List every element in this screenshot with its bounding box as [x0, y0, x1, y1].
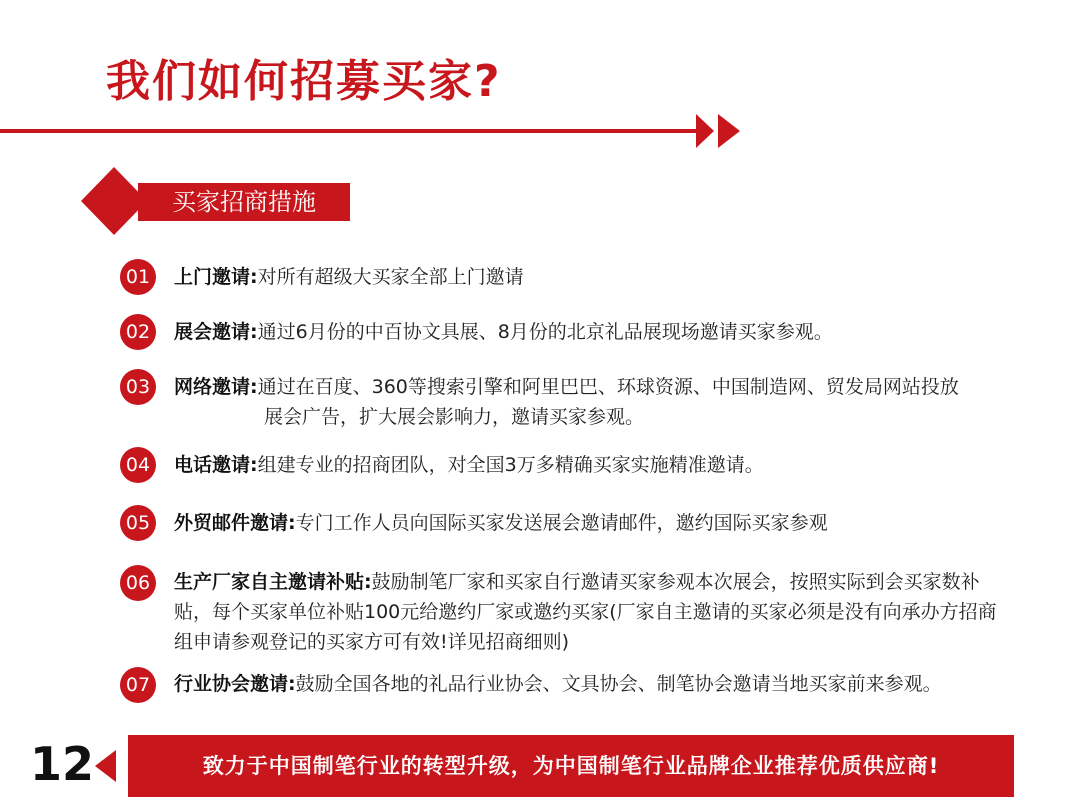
item-text — [174, 317, 1014, 347]
item-heading: 网络邀请: — [174, 376, 258, 398]
item-number-badge: 07 — [120, 667, 156, 703]
item-body: 专门工作人员向国际买家发送展会邀请邮件，邀约国际买家参观 — [295, 512, 828, 534]
item-heading: 展会邀请: — [174, 321, 258, 343]
item-body: 鼓励制笔厂家和买家自行邀请买家参观本次展会，按照实际到会买家数补贴，每个买家单位补贴100元给邀约厂家或邀约买家(厂家自主邀请的买家必须是没有向承办方招商组申请参观登记的买家方可有效!详见招商细则) — [174, 571, 997, 653]
item-text — [174, 262, 1014, 292]
item-number-badge: 01 — [120, 259, 156, 295]
item-body: 组建专业的招商团队，对全国3万多精确买家实施精准邀请。 — [257, 454, 764, 476]
item-heading: 上门邀请: — [174, 266, 258, 288]
item-heading: 生产厂家自主邀请补贴: — [174, 571, 372, 593]
item-number-badge: 06 — [120, 565, 156, 601]
item-number-badge: 05 — [120, 505, 156, 541]
item-body-continued: 展会广告，扩大展会影响力，邀请买家参观。 — [264, 406, 645, 428]
item-text — [174, 372, 1014, 432]
item-number-badge: 04 — [120, 447, 156, 483]
item-body: 通过在百度、360等搜索引擎和阿里巴巴、环球资源、中国制造网、贸发局网站投放 — [257, 376, 959, 398]
item-text — [174, 508, 1014, 538]
footer-slogan-banner: 致力于中国制笔行业的转型升级，为中国制笔行业品牌企业推荐优质供应商! — [128, 735, 1014, 797]
item-number-badge: 03 — [120, 369, 156, 405]
item-text — [174, 669, 1014, 699]
item-heading: 外贸邮件邀请: — [174, 512, 296, 534]
page-number: 12 — [30, 737, 95, 791]
item-body: 通过6月份的中百协文具展、8月份的北京礼品展现场邀请买家参观。 — [257, 321, 833, 343]
item-number-badge: 02 — [120, 314, 156, 350]
item-text — [174, 450, 1014, 480]
section-tag — [80, 165, 360, 240]
item-heading: 电话邀请: — [174, 454, 258, 476]
item-text — [174, 567, 1014, 657]
item-body: 对所有超级大买家全部上门邀请 — [257, 266, 524, 288]
item-body: 鼓励全国各地的礼品行业协会、文具协会、制笔协会邀请当地买家前来参观。 — [295, 673, 942, 695]
title-divider-arrow — [0, 108, 745, 156]
page-title: 我们如何招募买家? — [106, 56, 502, 107]
arrow-left-icon — [92, 748, 120, 784]
item-heading: 行业协会邀请: — [174, 673, 296, 695]
section-label: 买家招商措施 — [172, 188, 316, 216]
